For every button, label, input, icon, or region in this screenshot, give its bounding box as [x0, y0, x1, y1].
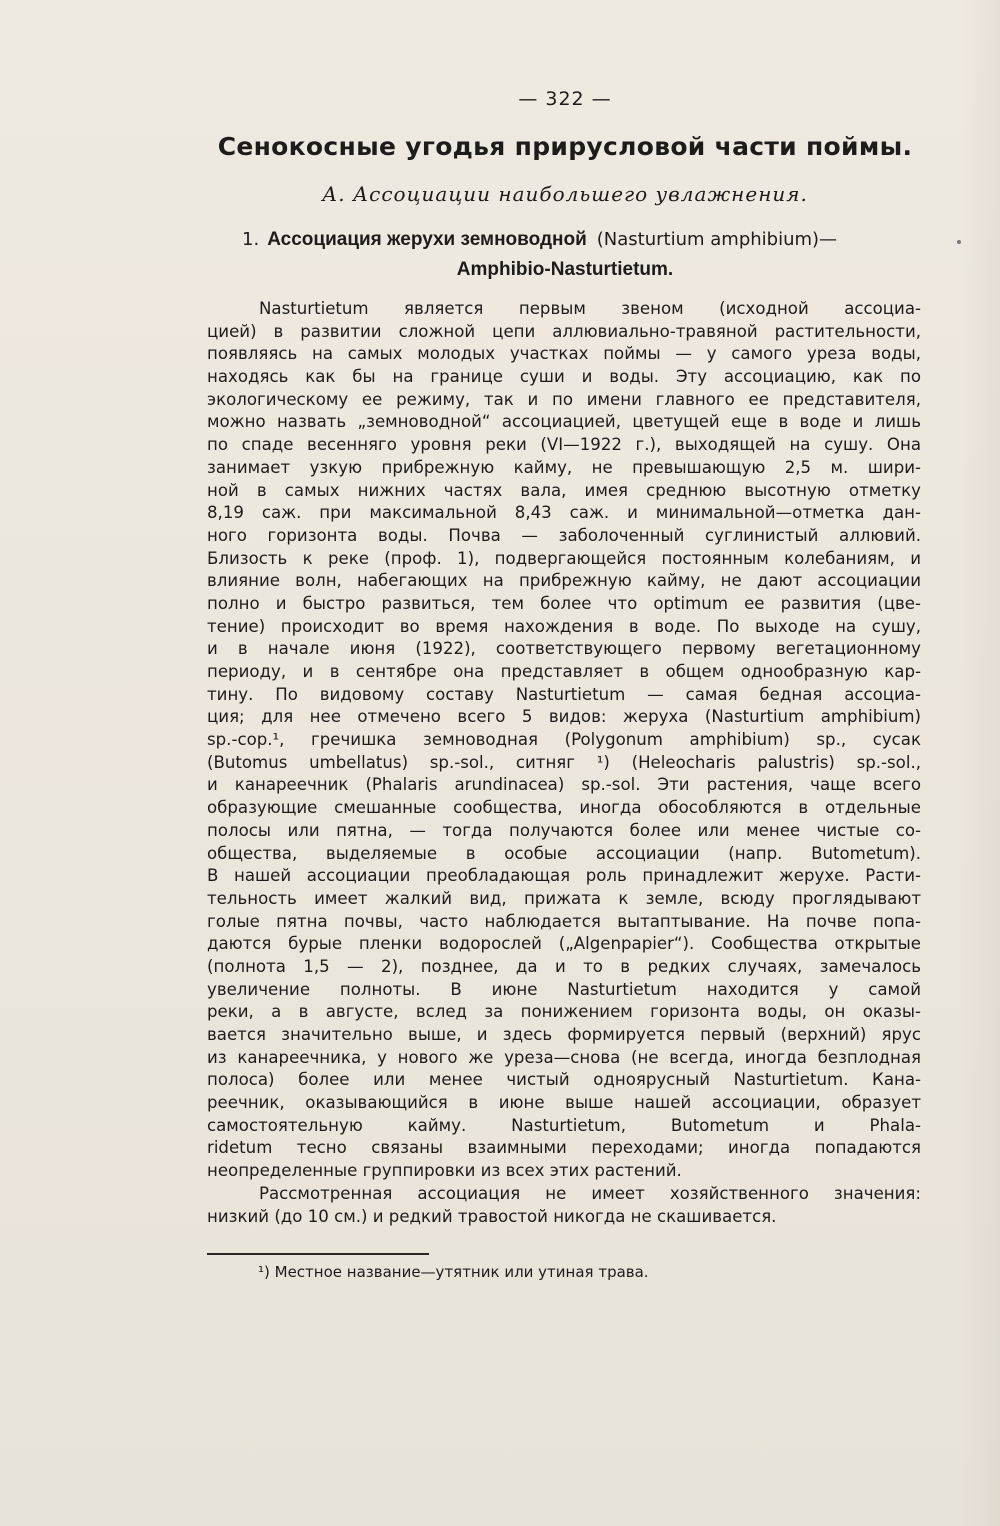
body-line: полно и быстро развиться, тем более что optimum ее развития (цве- — [207, 593, 921, 613]
body-line: тину. По видовому составу Nasturtietum — самая бедная ассоциа- — [207, 684, 921, 704]
body-line: находясь как бы на границе суши и воды. Эту ассоциацию, как по — [207, 367, 921, 387]
body-line: цией) в развитии сложной цепи аллювиально-травяной растительности, — [207, 321, 921, 341]
association-number: 1. — [242, 229, 260, 250]
body-line: по спаде весенняго уровня реки (VI—1922 г.), выходящей на сушу. Она — [207, 435, 921, 455]
body-line: появляясь на самых молодых участках поймы — у самого уреза воды, — [207, 344, 921, 364]
footnote: ¹) Местное название—утятник или утиная трава. — [258, 1263, 649, 1281]
body-line: голые пятна почвы, часто наблюдается вытаптывание. На почве попа- — [207, 911, 921, 931]
body-line: В нашей ассоциации преобладающая роль принадлежит жерухе. Расти- — [207, 866, 921, 886]
body-line: (полнота 1,5 — 2), позднее, да и то в редких случаях, замечалось — [207, 956, 921, 976]
association-latin: (Nasturtium amphibium)— — [596, 229, 838, 250]
association-name: Ассоциация жерухи земноводной — [267, 229, 587, 250]
body-line: полосы или пятна, — тогда получаются более или менее чистые со- — [207, 820, 921, 840]
body-line: занимает узкую прибрежную кайму, не превышающую 2,5 м. шири- — [207, 457, 921, 477]
body-line: влияние волн, набегающих на прибрежную кайму, не дают ассоциации — [207, 571, 921, 591]
body-line: и в начале июня (1922), соответствующего первому вегетационному — [207, 639, 921, 659]
body-line: даются бурые пленки водорослей („Algenpapier“). Сообщества открытые — [207, 934, 921, 954]
body-line: (Butomus umbellatus) sp.-sol., ситняг ¹) (Heleocharis palustris) sp.-sol., — [207, 752, 921, 772]
section-title: Сенокосные угодья прирусловой части поймы. — [217, 132, 913, 161]
association-latin-name: Amphibio-Nasturtietum. — [456, 259, 674, 280]
footnote-rule — [207, 1253, 429, 1255]
body-line: из канареечника, у нового же уреза—снова (не всегда, иногда безплодная — [207, 1047, 921, 1067]
margin-dot — [957, 240, 961, 244]
page-edge-shadow — [960, 0, 1000, 1526]
body-text — [207, 298, 921, 1228]
body-line: низкий (до 10 см.) и редкий травостой никогда не скашивается. — [207, 1206, 777, 1226]
body-line: реки, а в августе, вслед за понижением горизонта воды, он оказы- — [207, 1002, 921, 1022]
body-line: можно назвать „земноводной“ ассоциацией, цветущей еще в воде и лишь — [207, 412, 921, 432]
body-line: увеличение полноты. В июне Nasturtietum находится у самой — [207, 979, 921, 999]
body-line: Близость к реке (проф. 1), подвергающейся постоянным колебаниям, и — [207, 548, 921, 568]
body-line: реечник, оказывающийся в июне выше нашей ассоциации, образует — [207, 1093, 921, 1113]
body-line: sp.-cop.¹, гречишка земноводная (Polygonum amphibium) sp., сусак — [207, 730, 921, 750]
body-line: Nasturtietum является первым звеном (исходной ассоциа- — [259, 299, 921, 318]
body-line: самостоятельную кайму. Nasturtietum, Butometum и Phala- — [207, 1115, 921, 1135]
body-line: ridetum тесно связаны взаимными переходами; иногда попадаются — [207, 1138, 921, 1158]
body-line: вается значительно выше, и здесь формируется первый (верхний) ярус — [207, 1025, 921, 1044]
body-line: Рассмотренная ассоциация не имеет хозяйственного значения: — [259, 1183, 921, 1203]
body-line: ция; для нее отмечено всего 5 видов: жеруха (Nasturtium amphibium) — [207, 707, 921, 727]
body-line: тение) происходит во время нахождения в воде. По выходе на сушу, — [207, 616, 921, 636]
body-line: неопределенные группировки из всех этих растений. — [207, 1161, 682, 1181]
body-line: тельность имеет жалкий вид, прижата к земле, всюду проглядывают — [207, 888, 921, 908]
body-line: образующие смешанные сообщества, иногда обособляются в отдельные — [207, 798, 921, 818]
body-line: 8,19 саж. при максимальной 8,43 саж. и минимальной—отметка дан- — [207, 503, 921, 523]
body-line: периоду, и в сентябре она представляет в общем однообразную кар- — [207, 662, 921, 681]
page-number: — 322 — — [518, 88, 612, 110]
body-line: и канареечник (Phalaris arundinacea) sp.-sol. Эти растения, чаще всего — [207, 775, 921, 795]
association-heading — [242, 229, 902, 251]
body-line: ного горизонта воды. Почва — заболоченный суглинистый аллювий. — [207, 525, 921, 545]
body-line: полоса) более или менее чистый одноярусный Nasturtietum. Кана- — [207, 1070, 921, 1090]
body-line: ной в самых нижних частях вала, имея среднюю высотную отметку — [207, 480, 921, 500]
section-subtitle: А. Ассоциации наибольшего увлажнения. — [322, 182, 808, 206]
body-line: общества, выделяемые в особые ассоциации (напр. Butometum). — [207, 843, 921, 863]
body-line: экологическому ее режиму, так и по имени главного ее представителя, — [207, 389, 921, 409]
